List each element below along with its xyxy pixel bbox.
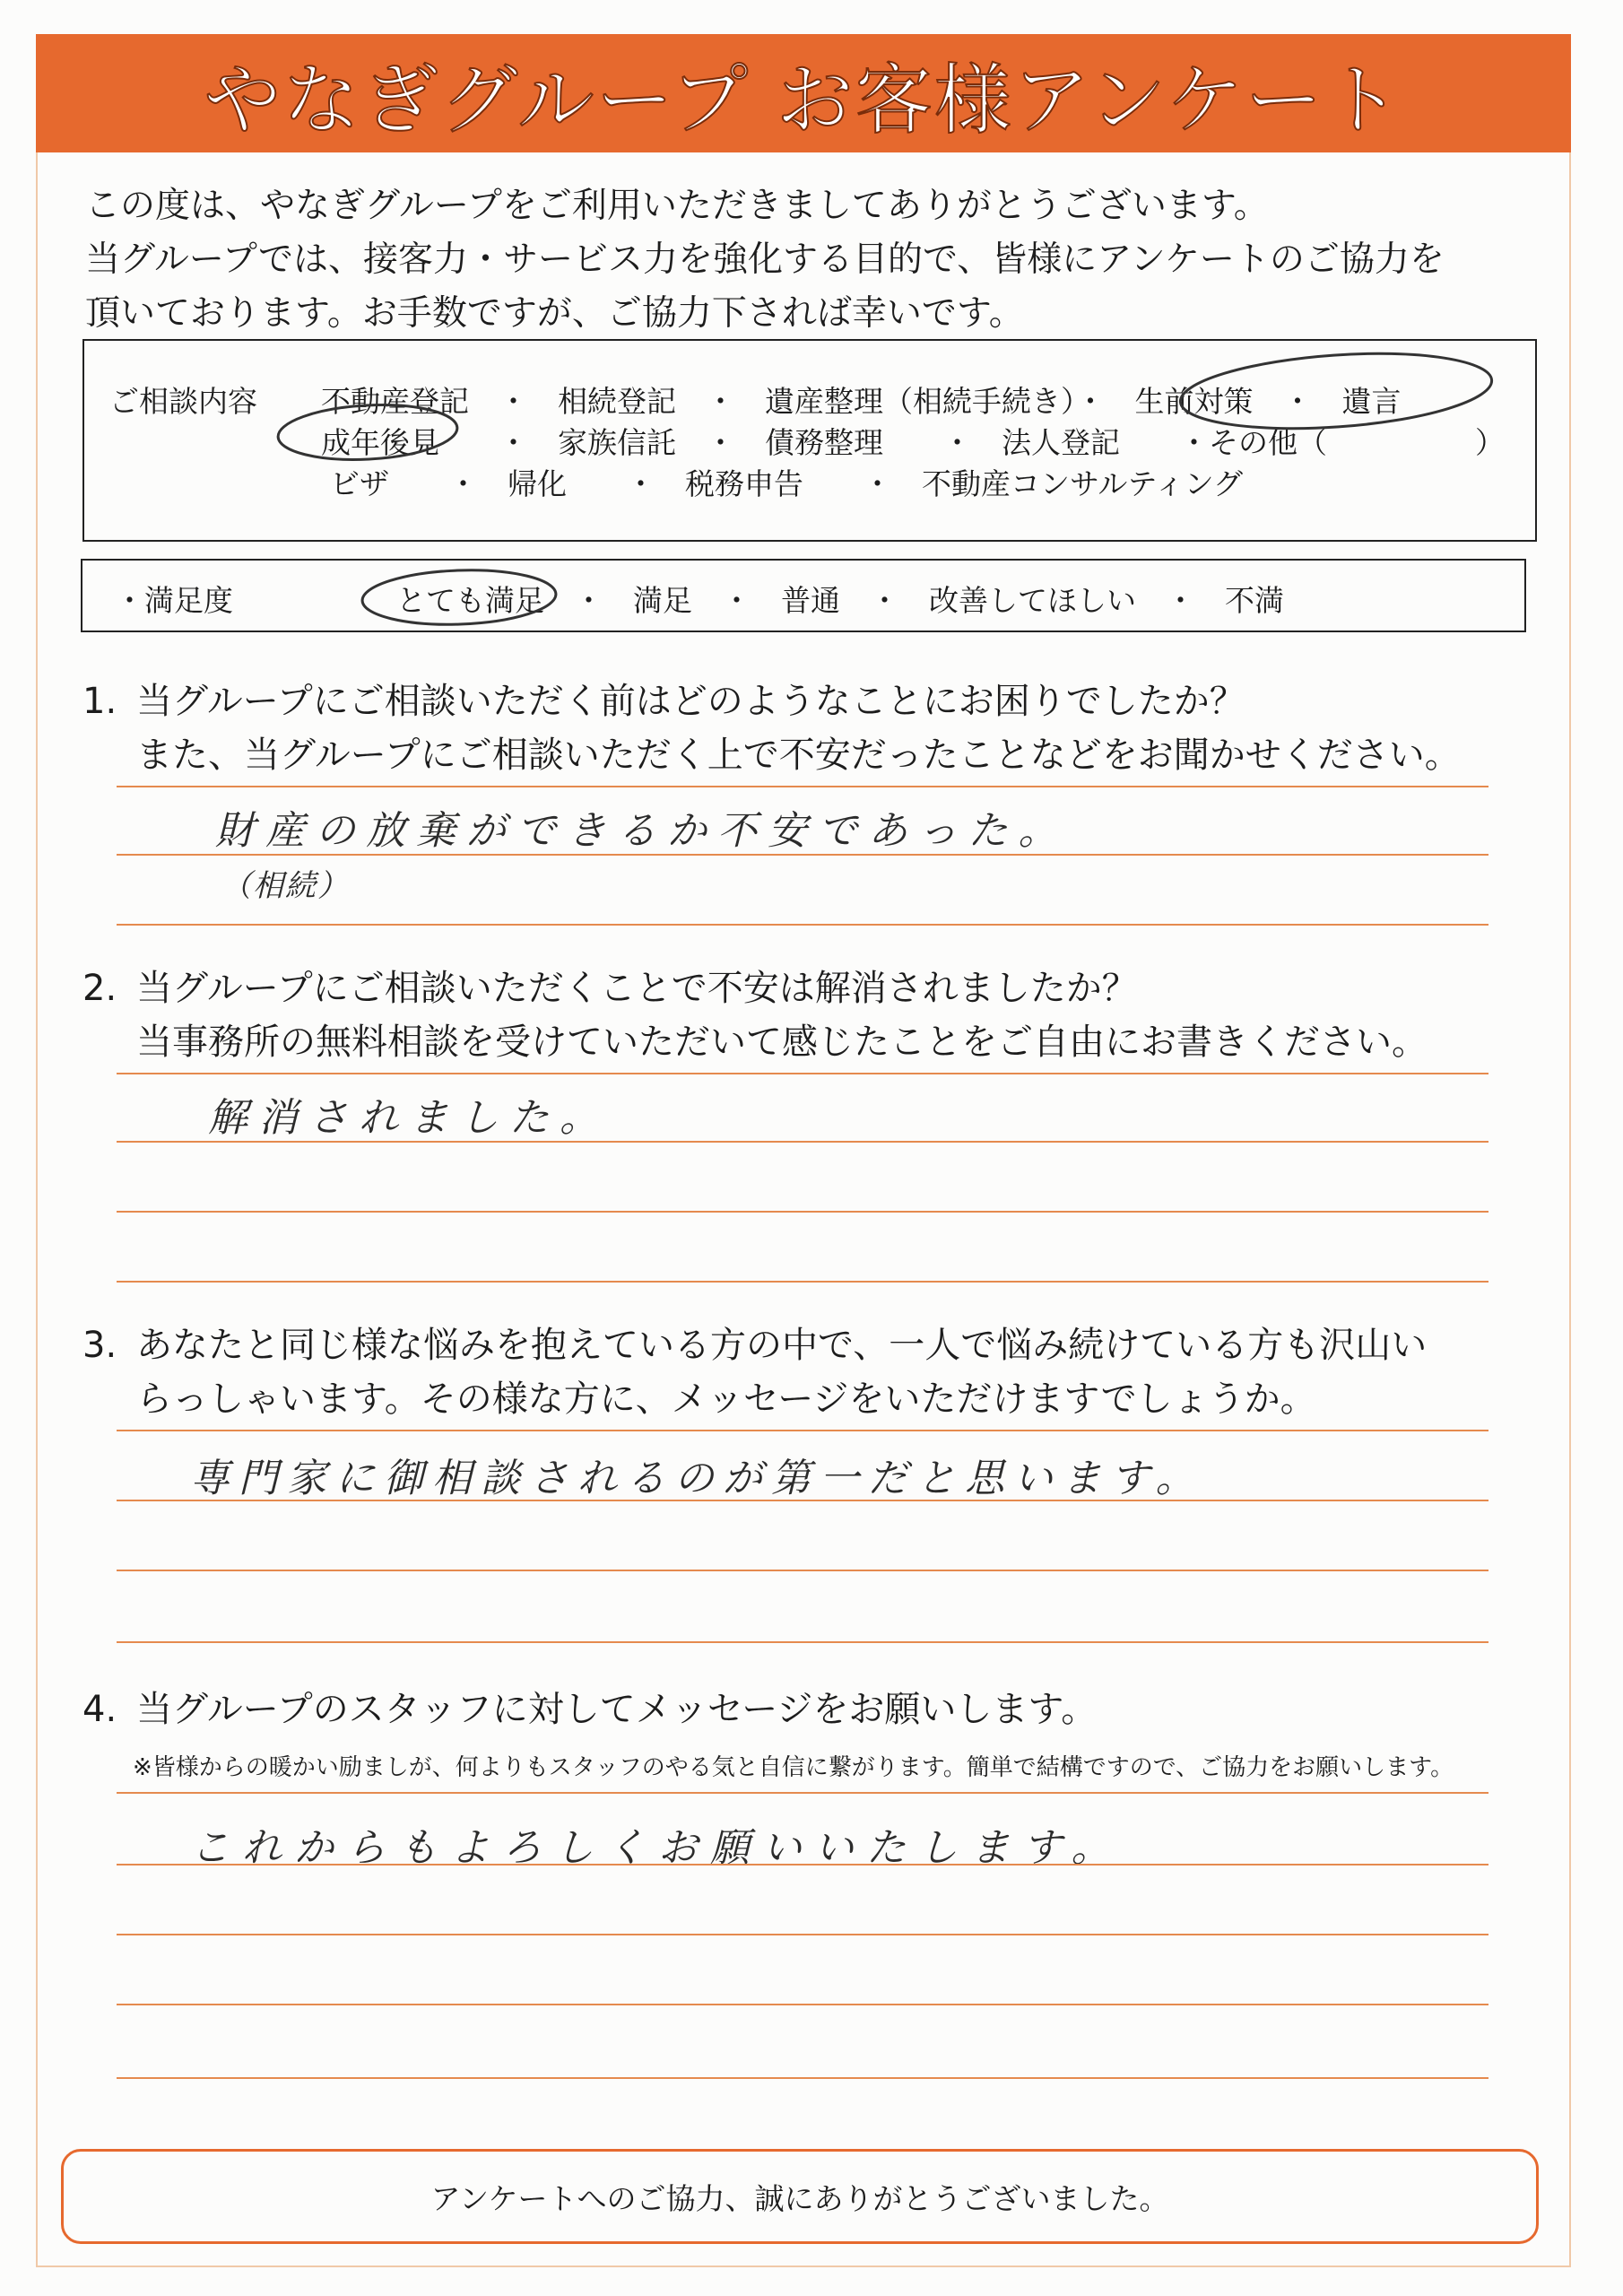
consultation-options-row2[interactable]: 成年後見 ・ 家族信託 ・ 債務整理 ・ 法人登記 ・その他（ ）: [321, 425, 1505, 460]
answer-rule: [117, 1073, 1488, 1074]
answer-rule: [117, 1211, 1488, 1213]
intro-text: [85, 179, 1556, 341]
answer-rule: [117, 1864, 1488, 1866]
satisfaction-options[interactable]: とても満足 ・ 満足 ・ 普通 ・ 改善してほしい ・ 不満: [396, 583, 1284, 618]
question-3: [82, 1318, 1427, 1426]
question-text: また、当グループにご相談いただく上で不安だったことなどをお聞かせください。: [136, 735, 1461, 776]
answer-rule: [117, 1570, 1488, 1571]
question-text: 当事務所の無料相談を受けていただいて感じたことをご自由にお書きください。: [136, 1022, 1428, 1063]
answer-rule: [117, 1141, 1488, 1143]
answer-rule: [117, 854, 1488, 856]
answer-1-line2[interactable]: （相続）: [221, 868, 350, 904]
intro-line: この度は、やなぎグループをご利用いただきましてありがとうございます。: [85, 186, 1269, 226]
answer-rule: [117, 924, 1488, 926]
footer-thanks: アンケートへのご協力、誠にありがとうございました。: [61, 2149, 1539, 2244]
intro-line: 当グループでは、接客力・サービス力を強化する目的で、皆様にアンケートのご協力を: [85, 239, 1445, 280]
answer-3-line1[interactable]: 専門家に御相談されるのが第一だと思います。: [190, 1456, 1204, 1501]
question-text: らっしゃいます。その様な方に、メッセージをいただけますでしょうか。: [136, 1378, 1316, 1420]
answer-rule: [117, 1934, 1488, 1935]
question-number: 2.: [82, 968, 117, 1009]
answer-rule: [117, 1641, 1488, 1643]
question-text: あなたと同じ様な悩みを抱えている方の中で、一人で悩み続けている方も沢山い: [136, 1325, 1428, 1366]
question-1: [82, 674, 1461, 782]
answer-rule: [117, 786, 1488, 787]
question-2: [82, 961, 1428, 1069]
page-title: やなぎグループ お客様アンケート: [36, 34, 1571, 152]
question-4-note: ※皆様からの暖かい励ましが、何よりもスタッフのやる気と自信に繋がります。簡単で結構ですので、ご協力をお願いします。: [133, 1754, 1454, 1781]
satisfaction-label: ・満足度: [115, 583, 233, 618]
question-4: [82, 1683, 1097, 1736]
answer-2-line1[interactable]: 解消されました。: [208, 1095, 610, 1141]
question-number: 3.: [82, 1325, 117, 1366]
consultation-label: ご相談内容: [109, 384, 257, 419]
answer-rule: [117, 1792, 1488, 1794]
answer-rule: [117, 2004, 1488, 2005]
answer-rule: [117, 1430, 1488, 1431]
question-text: 当グループにご相談いただくことで不安は解消されましたか？: [136, 968, 1138, 1009]
consultation-options-row1[interactable]: 不動産登記 ・ 相続登記 ・ 遺産整理（相続手続き）・ 生前対策 ・ 遺言: [321, 384, 1402, 419]
intro-line: 頂いております。お手数ですが、ご協力下されば幸いです。: [85, 293, 1024, 334]
consultation-options-row3[interactable]: ビザ ・ 帰化 ・ 税務申告 ・ 不動産コンサルティング: [330, 466, 1244, 501]
question-number: 4.: [82, 1689, 117, 1730]
answer-4-line1[interactable]: これからもよろしくお願いいたします。: [190, 1825, 1124, 1871]
answer-rule: [117, 1500, 1488, 1501]
question-text: 当グループにご相談いただく前はどのようなことにお困りでしたか？: [136, 681, 1245, 722]
question-number: 1.: [82, 681, 117, 722]
answer-1-line1[interactable]: 財産の放棄ができるか不安であった。: [215, 808, 1069, 854]
question-text: 当グループのスタッフに対してメッセージをお願いします。: [136, 1689, 1098, 1730]
answer-rule: [117, 2077, 1488, 2079]
answer-rule: [117, 1281, 1488, 1283]
